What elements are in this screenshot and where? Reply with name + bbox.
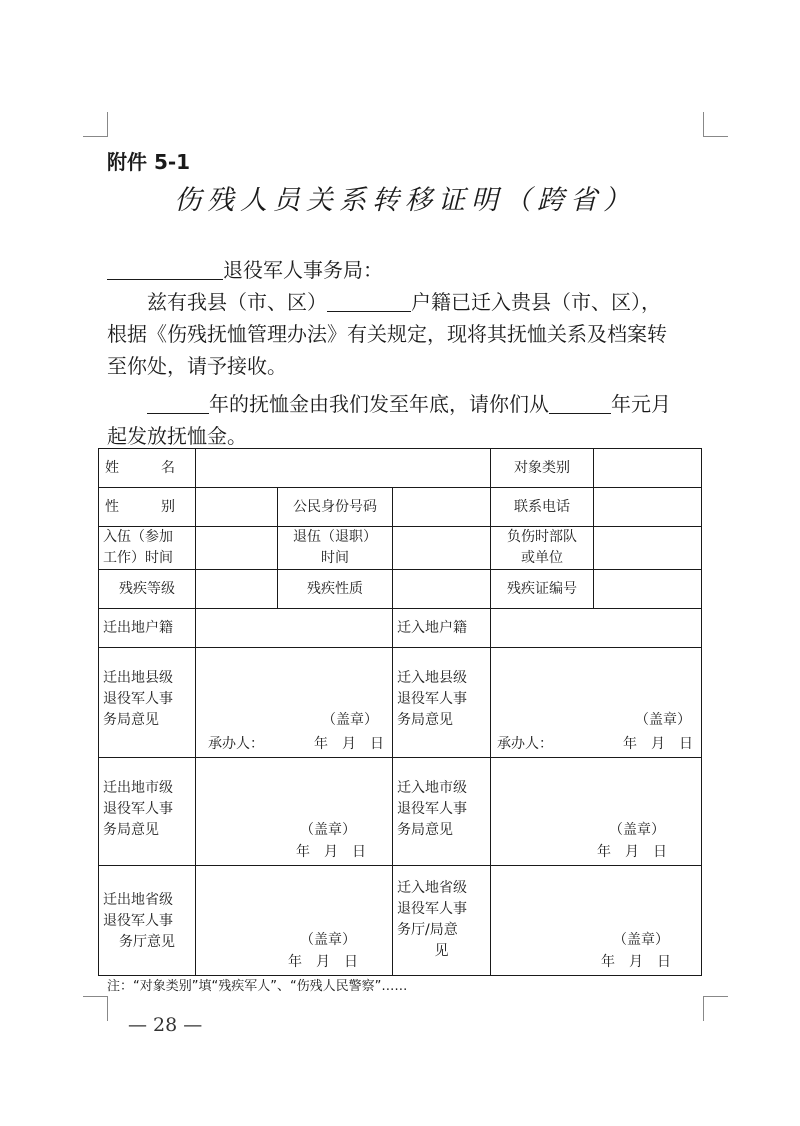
- name-label: 姓 名: [99, 449, 196, 488]
- footnote: 注：“对象类别”填“残疾军人”、“伤残人民警察”……: [107, 979, 408, 994]
- table-row: [99, 648, 702, 758]
- seal-text: （盖章）: [322, 712, 378, 728]
- enlist-time-field[interactable]: [196, 527, 278, 570]
- crop-mark-top-left: [83, 112, 108, 137]
- in-city-opinion-label: 迁入地市级 退役军人事 务局意见: [393, 758, 491, 866]
- injury-unit-field[interactable]: [594, 527, 702, 570]
- id-number-label: 公民身份号码: [278, 488, 393, 527]
- seal-text: （盖章）: [635, 712, 691, 728]
- table-row: [99, 570, 702, 609]
- in-province-opinion-field[interactable]: [491, 866, 702, 976]
- document-title: 伤残人员关系转移证明（跨省）: [174, 185, 636, 216]
- phone-label: 联系电话: [491, 488, 594, 527]
- out-city-opinion-field[interactable]: [196, 758, 393, 866]
- household-blank[interactable]: [327, 291, 411, 312]
- enlist-time-label: 入伍（参加 工作）时间: [99, 527, 196, 570]
- date-text: 年 月 日: [314, 736, 384, 752]
- table-row: [99, 609, 702, 648]
- seal-text: （盖章）: [300, 932, 356, 948]
- retire-time-label: 退伍（退职） 时间: [278, 527, 393, 570]
- out-household-label: 迁出地户籍: [99, 609, 196, 648]
- table-row: [99, 449, 702, 488]
- certificate-no-label: 残疾证编号: [491, 570, 594, 609]
- injury-unit-label: 负伤时部队 或单位: [491, 527, 594, 570]
- in-household-label: 迁入地户籍: [393, 609, 491, 648]
- handler-label: 承办人：: [208, 736, 264, 752]
- table-row: [99, 758, 702, 866]
- phone-field[interactable]: [594, 488, 702, 527]
- date-text: 年 月 日: [296, 844, 366, 860]
- date-text: 年 月 日: [288, 954, 358, 970]
- out-county-opinion-field[interactable]: [196, 648, 393, 758]
- out-county-opinion-label: 迁出地县级 退役军人事 务局意见: [99, 648, 196, 758]
- table-row: [99, 527, 702, 570]
- out-household-field[interactable]: [196, 609, 393, 648]
- seal-text: （盖章）: [300, 822, 356, 838]
- year-blank-2[interactable]: [549, 393, 611, 414]
- retire-time-field[interactable]: [393, 527, 491, 570]
- handler-label: 承办人：: [497, 736, 553, 752]
- transfer-form-table: [98, 448, 702, 976]
- page-number: — 28 —: [128, 1014, 203, 1036]
- addressee-blank[interactable]: [107, 259, 223, 280]
- table-row: [99, 488, 702, 527]
- seal-text: （盖章）: [609, 822, 665, 838]
- certificate-no-field[interactable]: [594, 570, 702, 609]
- category-field[interactable]: [594, 449, 702, 488]
- disability-nature-label: 残疾性质: [278, 570, 393, 609]
- in-province-opinion-label: 迁入地省级 退役军人事 务厅/局意 见: [393, 866, 491, 976]
- category-label: 对象类别: [491, 449, 594, 488]
- name-field[interactable]: [196, 449, 491, 488]
- date-text: 年 月 日: [601, 954, 671, 970]
- year-blank-1[interactable]: [147, 393, 209, 414]
- in-household-field[interactable]: [491, 609, 702, 648]
- seal-text: （盖章）: [613, 932, 669, 948]
- out-city-opinion-label: 迁出地市级 退役军人事 务局意见: [99, 758, 196, 866]
- crop-mark-bottom-left: [83, 996, 108, 1021]
- gender-field[interactable]: [196, 488, 278, 527]
- out-province-opinion-label: 迁出地省级 退役军人事 务厅意见: [99, 866, 196, 976]
- in-county-opinion-label: 迁入地县级 退役军人事 务局意见: [393, 648, 491, 758]
- letter-addressee: 退役军人事务局：: [107, 254, 703, 286]
- id-number-field[interactable]: [393, 488, 491, 527]
- letter-paragraph-1: 兹有我县（市、区） 户籍已迁入贵县（市、区）， 根据《伤残抚恤管理办法》有关规定，现将其抚恤关系及档案转 至你处，请予接收。: [107, 290, 667, 378]
- disability-level-field[interactable]: [196, 570, 278, 609]
- attachment-label: 附件 5-1: [107, 150, 191, 174]
- gender-label: 性 别: [99, 488, 196, 527]
- date-text: 年 月 日: [623, 736, 693, 752]
- letter-paragraph-2: 年的抚恤金由我们发至年底，请你们从 年元月 起发放抚恤金。: [107, 392, 671, 448]
- table-row: [99, 866, 702, 976]
- in-county-opinion-field[interactable]: [491, 648, 702, 758]
- date-text: 年 月 日: [597, 844, 667, 860]
- disability-nature-field[interactable]: [393, 570, 491, 609]
- out-province-opinion-field[interactable]: [196, 866, 393, 976]
- in-city-opinion-field[interactable]: [491, 758, 702, 866]
- crop-mark-bottom-right: [703, 996, 728, 1021]
- disability-level-label: 残疾等级: [99, 570, 196, 609]
- crop-mark-top-right: [703, 112, 728, 137]
